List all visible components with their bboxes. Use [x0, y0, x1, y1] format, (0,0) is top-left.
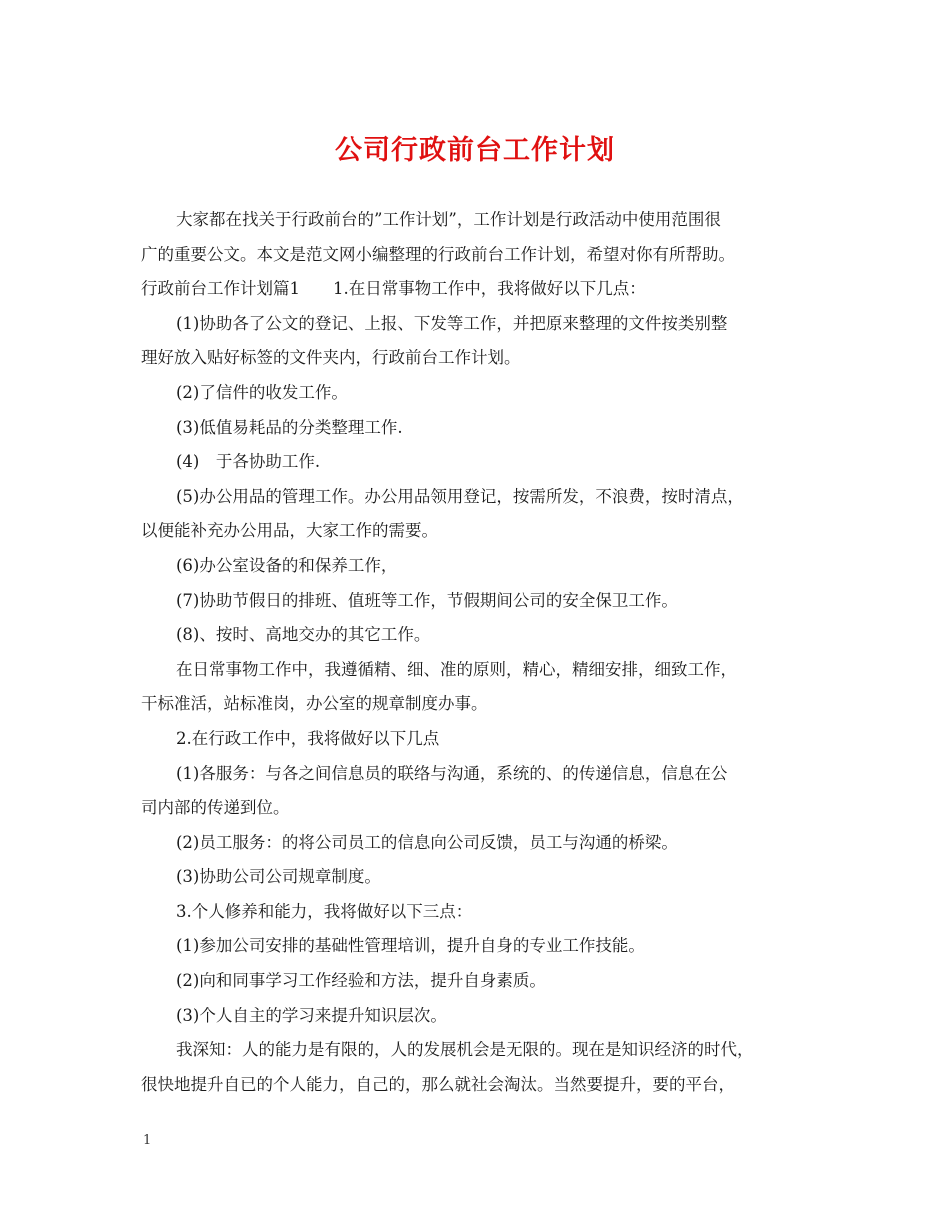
paragraph-line: 司内部的传递到位。 — [141, 798, 290, 818]
paragraph-line: 很快地提升自已的个人能力，自己的，那么就社会淘汰。当然要提升，要的平台， — [141, 1074, 735, 1094]
paragraph-line: (4) 于各协助工作. — [176, 452, 321, 472]
paragraph-line: (7)协助节假日的排班、值班等工作，节假期间公司的安全保卫工作。 — [176, 590, 678, 610]
paragraph-line: (3)协助公司公司规章制度。 — [176, 867, 381, 887]
paragraph-line: (2)向和同事学习工作经验和方法，提升自身素质。 — [176, 971, 546, 991]
paragraph-line: (1)各服务：与各之间信息员的联络与沟通，系统的、的传递信息，信息在公 — [176, 763, 728, 783]
paragraph-line: (3)个人自主的学习来提升知识层次。 — [176, 1005, 447, 1025]
paragraph-line: (8)、按时、高地交办的其它工作。 — [176, 625, 431, 645]
paragraph-line: 大家都在找关于行政前台的”工作计划”，工作计划是行政活动中使用范围很 — [176, 210, 721, 229]
paragraph-line: (2)员工服务：的将公司员工的信息向公司反馈，员工与沟通的桥梁。 — [176, 832, 678, 852]
paragraph-line: (1)协助各了公文的登记、上报、下发等工作，并把原来整理的文件按类别整 — [176, 313, 728, 333]
paragraph-line: 理好放入贴好标签的文件夹内，行政前台工作计划。 — [141, 348, 521, 368]
paragraph-line: 在日常事物工作中，我遵循精、细、准的原则，精心，精细安排，细致工作， — [176, 659, 737, 679]
paragraph-line: (5)办公用品的管理工作。办公用品领用登记，按需所发，不浪费，按时清点， — [176, 486, 744, 506]
page-title: 公司行政前台工作计划 — [335, 135, 615, 166]
page-number: 1 — [143, 1133, 152, 1148]
paragraph-line: (2)了信件的收发工作。 — [176, 382, 348, 402]
paragraph-line: (1)参加公司安排的基础性管理培训，提升自身的专业工作技能。 — [176, 936, 645, 956]
document-body — [141, 203, 831, 1102]
paragraph-line: 3.个人修养和能力，我将做好以下三点： — [176, 901, 473, 921]
paragraph-line: 干标准活，站标准岗，办公室的规章制度办事。 — [141, 694, 488, 714]
paragraph-line: 行政前台工作计划篇1 1.在日常事物工作中，我将做好以下几点： — [141, 279, 646, 299]
paragraph-line: 我深知：人的能力是有限的，人的发展机会是无限的。现在是知识经济的时代， — [176, 1040, 754, 1060]
paragraph-line: 2.在行政工作中，我将做好以下几点 — [176, 728, 440, 748]
paragraph-line: (6)办公室设备的和保养工作， — [176, 555, 398, 575]
paragraph-line: 广的重要公文。本文是范文网小编整理的行政前台工作计划，希望对你有所帮助。 — [141, 244, 735, 264]
paragraph-line: (3)低值易耗品的分类整理工作. — [176, 417, 403, 437]
paragraph-line: 以便能补充办公用品，大家工作的需要。 — [141, 521, 438, 541]
